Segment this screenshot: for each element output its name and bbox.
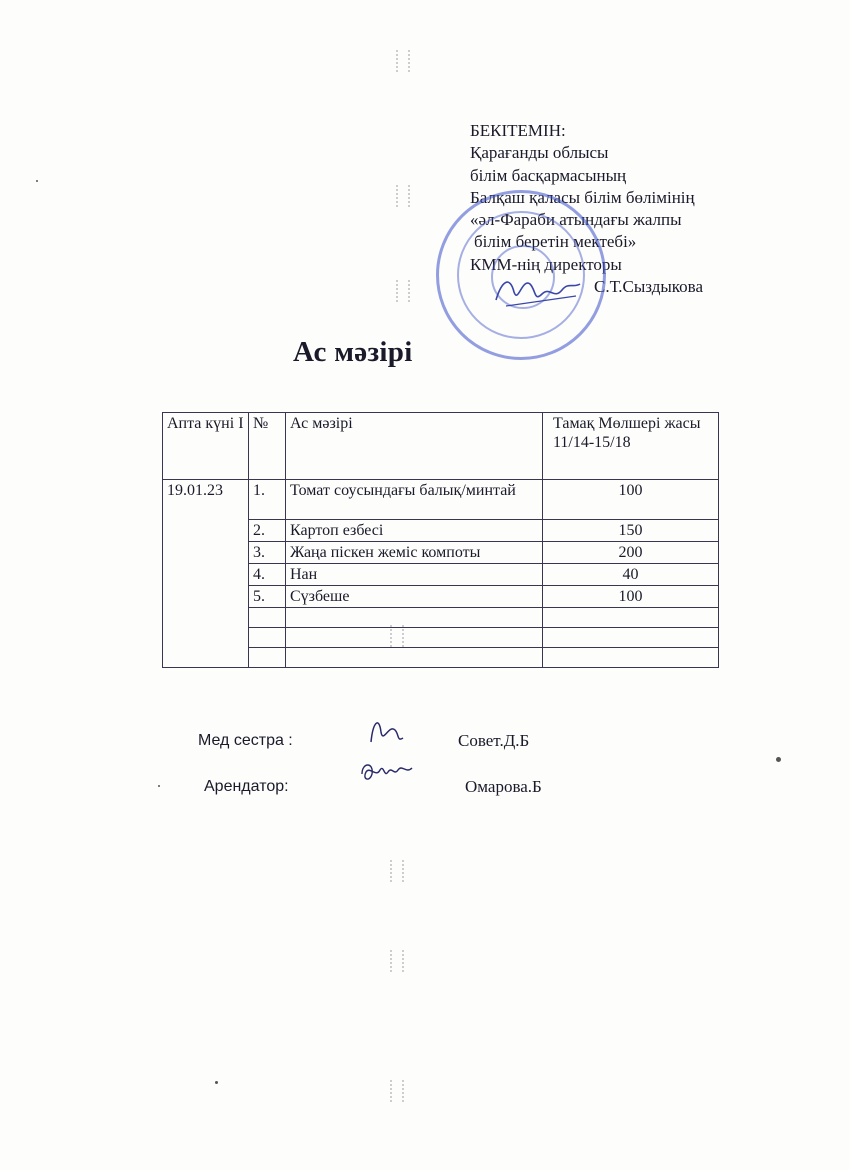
scan-mark (390, 625, 404, 647)
page-title: Ас мәзірі (293, 336, 413, 368)
scan-mark (390, 860, 404, 882)
header-portion: Тамақ Мөлшері жасы 11/14-15/18 (543, 413, 719, 480)
tenant-name: Омарова.Б (465, 777, 542, 796)
approval-line: Балқаш қаласы білім бөлімінің (470, 187, 695, 207)
approval-line: КММ-нің директоры (470, 254, 622, 274)
header-number: № (249, 413, 286, 480)
dish-name: Сүзбеше (286, 586, 543, 608)
header-day: Апта күні I (163, 413, 249, 480)
menu-table (162, 412, 719, 668)
tenant-signature (358, 756, 414, 786)
table-header-row (163, 413, 719, 480)
scan-mark (390, 950, 404, 972)
row-number: 4. (249, 564, 286, 586)
table-row (163, 480, 719, 520)
dish-name: Нан (286, 564, 543, 586)
approval-heading: БЕКІТЕМІН: (470, 121, 566, 140)
header-menu: Ас мәзірі (286, 413, 543, 480)
scan-speck (158, 785, 160, 787)
approval-line: білім басқармасының (470, 165, 627, 185)
approval-line: білім беретін мектебі» (474, 232, 637, 252)
scan-speck (36, 180, 38, 182)
approval-line: «әл-Фараби атындағы жалпы (470, 210, 682, 230)
approval-line: Қарағанды облысы (470, 143, 609, 163)
nurse-signature (365, 712, 405, 752)
row-number: 5. (249, 586, 286, 608)
scan-speck (215, 1081, 218, 1084)
portion-value: 100 (543, 480, 719, 520)
scan-mark (396, 280, 410, 302)
tenant-label: Арендатор: (204, 778, 289, 795)
row-number: 2. (249, 520, 286, 542)
nurse-label: Мед сестра : (198, 732, 293, 749)
scan-mark (396, 185, 410, 207)
portion-value: 150 (543, 520, 719, 542)
nurse-name: Совет.Д.Б (458, 731, 530, 750)
director-signature (492, 270, 582, 310)
dish-name: Картоп езбесі (286, 520, 543, 542)
scan-speck (776, 757, 781, 762)
date-cell: 19.01.23 (163, 480, 249, 668)
row-number: 1. (249, 480, 286, 520)
director-name: С.Т.Сыздыкова (594, 277, 704, 297)
row-number: 3. (249, 542, 286, 564)
portion-value: 200 (543, 542, 719, 564)
portion-value: 40 (543, 564, 719, 586)
dish-name: Жаңа піскен жеміс компоты (286, 542, 543, 564)
scan-mark (390, 1080, 404, 1102)
portion-value: 100 (543, 586, 719, 608)
dish-name: Томат соусындағы балық/минтай (286, 480, 543, 520)
scan-mark (396, 50, 410, 72)
